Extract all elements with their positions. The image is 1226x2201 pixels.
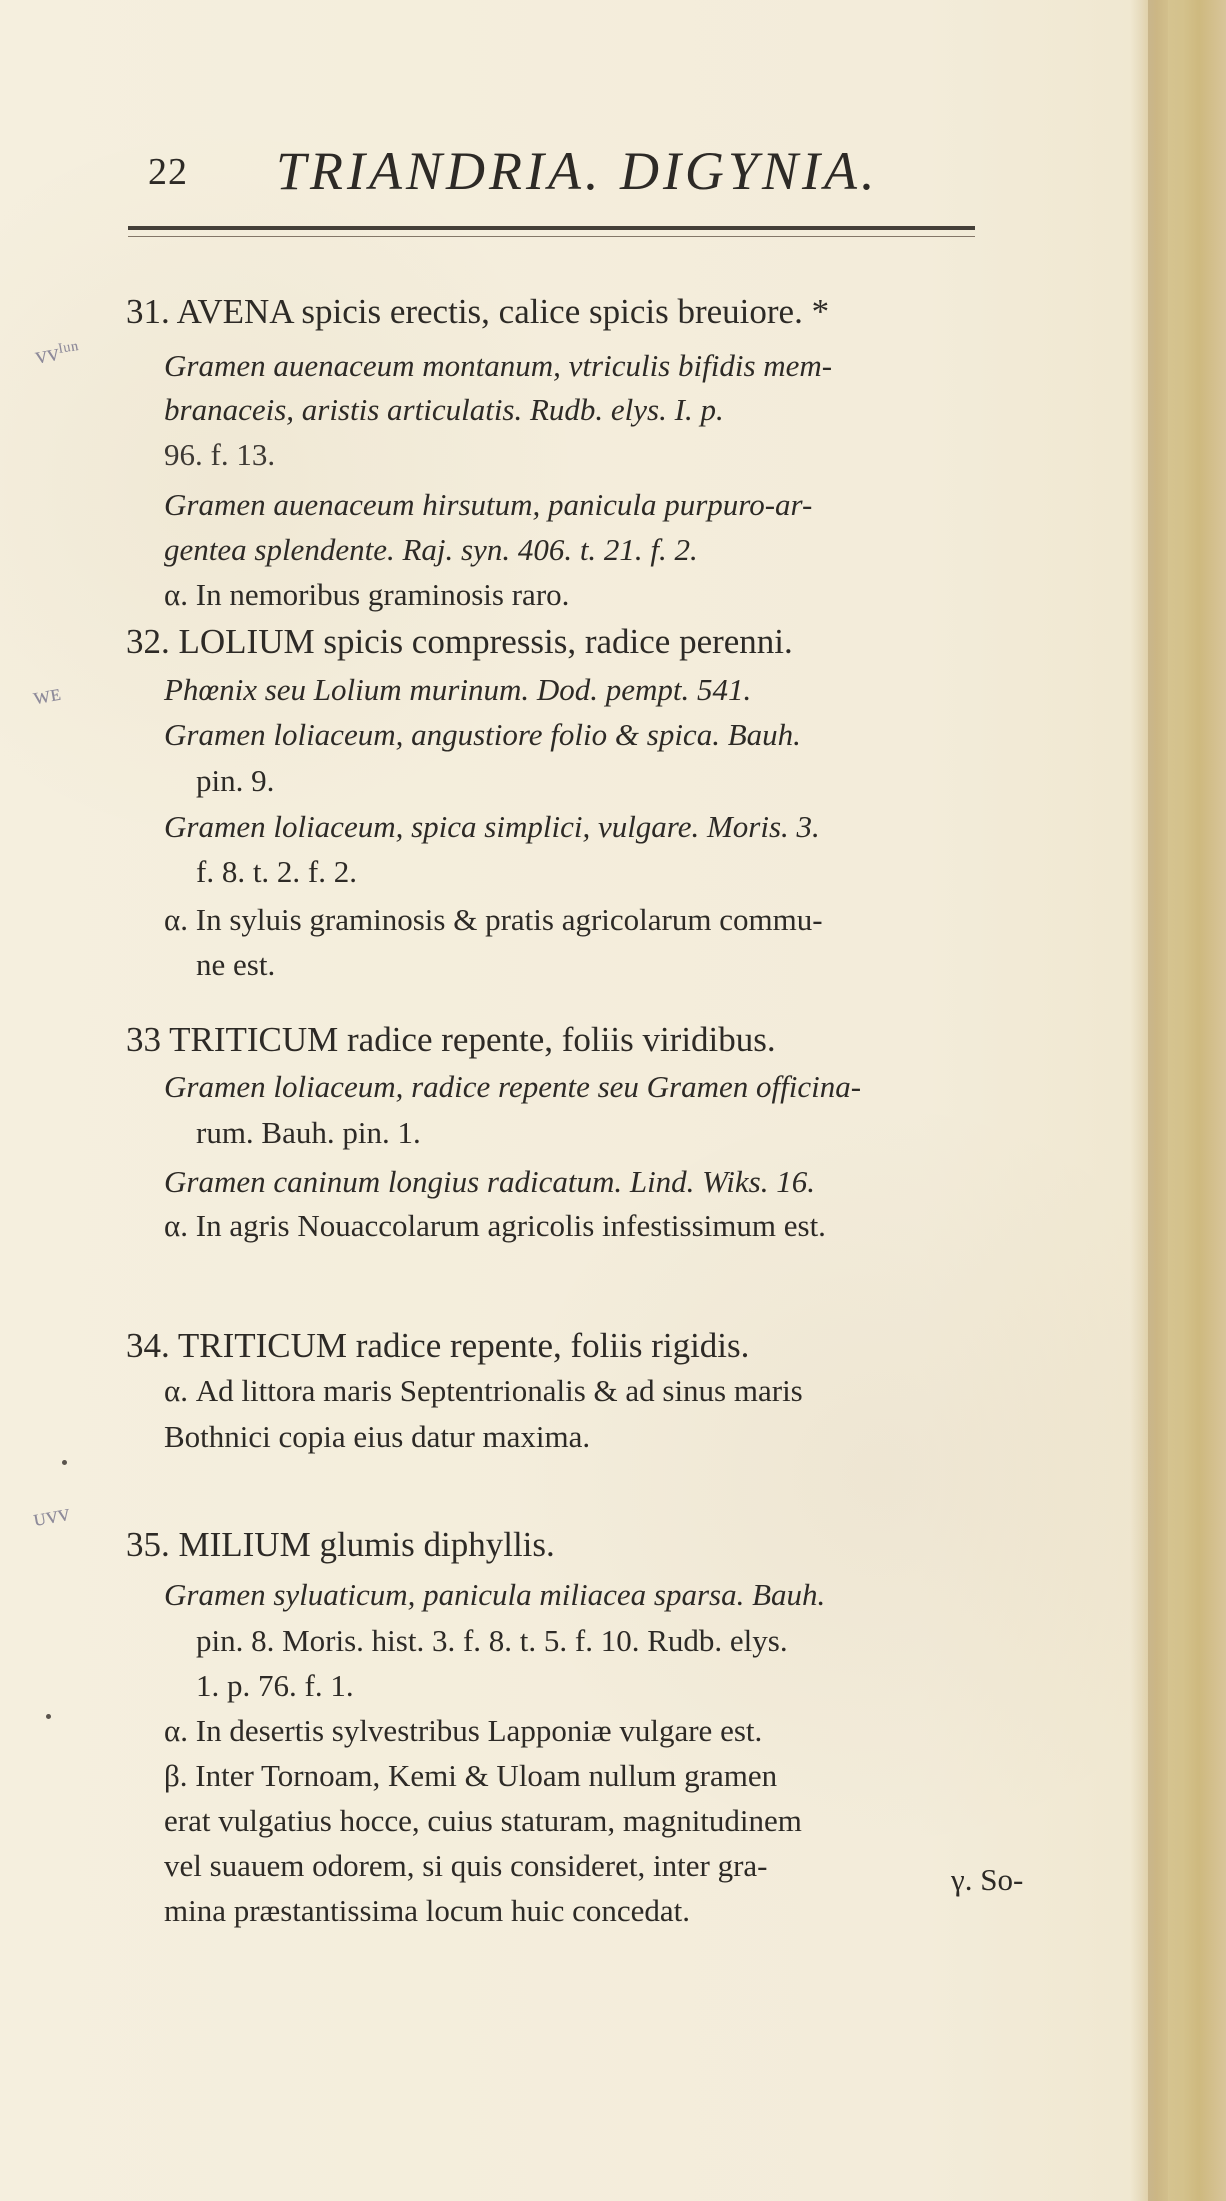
entry-32-line-3: Gramen loliaceum, angustiore folio & spica. Bauh. <box>164 717 801 752</box>
margin-dot-2 <box>46 1714 51 1719</box>
entry-31-line-6: gentea splendente. Raj. syn. 406. t. 21. f. 2. <box>164 532 698 567</box>
entry-32-line-2: Phœnix seu Lolium murinum. Dod. pempt. 541. <box>164 672 752 707</box>
entry-33-line-3: rum. Bauh. pin. 1. <box>196 1115 421 1150</box>
entry-35-line-2: Gramen syluaticum, panicula miliacea sparsa. Bauh. <box>164 1577 826 1612</box>
entry-33-line-4: Gramen caninum longius radicatum. Lind. Wiks. 16. <box>164 1164 815 1199</box>
entry-32-line-4: pin. 9. <box>196 763 275 798</box>
entry-34-line-2: α. Ad littora maris Septentrionalis & ad sinus maris <box>164 1373 803 1408</box>
running-title: TRIANDRIA. DIGYNIA. <box>276 141 879 201</box>
margin-note-2: ᴡᴇ <box>30 679 63 711</box>
entry-35-line-3: pin. 8. Moris. hist. 3. f. 8. t. 5. f. 10. Rudb. elys. <box>196 1623 788 1658</box>
entry-32-line-7: α. In syluis graminosis & pratis agricolarum commu- <box>164 902 823 937</box>
entry-31-line-5: Gramen auenaceum hirsutum, panicula purpuro-ar- <box>164 487 813 522</box>
entry-32-line-8: ne est. <box>196 947 276 982</box>
catchword: γ. So- <box>951 1862 1024 1897</box>
margin-note-1: ᴠᴠᴵᵘⁿ <box>32 336 82 370</box>
entry-35-line-6: β. Inter Tornoam, Kemi & Uloam nullum gramen <box>164 1758 778 1793</box>
entry-35-line-8: vel suauem odorem, si quis consideret, inter gra- <box>164 1848 768 1883</box>
entry-34-line-3: Bothnici copia eius datur maxima. <box>164 1419 591 1454</box>
page-edge <box>1130 0 1226 2201</box>
entry-35-line-1: 35. MILIUM glumis diphyllis. <box>126 1525 555 1564</box>
entry-32-line-6: f. 8. t. 2. f. 2. <box>196 854 358 889</box>
entry-32-line-1: 32. LOLIUM spicis compressis, radice perenni. <box>126 622 793 661</box>
entry-34-line-1: 34. TRITICUM radice repente, foliis rigidis. <box>126 1326 750 1365</box>
entry-31-line-1: 31. AVENA spicis erectis, calice spicis breuiore. * <box>126 292 830 331</box>
entry-31-line-4: 96. f. 13. <box>164 437 276 472</box>
entry-31-line-7: α. In nemoribus graminosis raro. <box>164 577 570 612</box>
margin-note-3: ᴜᴠᴠ <box>30 1500 72 1533</box>
entry-35-line-5: α. In desertis sylvestribus Lapponiæ vulgare est. <box>164 1713 763 1748</box>
entry-31-line-3: branaceis, aristis articulatis. Rudb. elys. I. p. <box>164 392 724 427</box>
entry-33-line-1: 33 TRITICUM radice repente, foliis viridibus. <box>126 1020 776 1059</box>
margin-dot-1 <box>62 1460 67 1465</box>
entry-35-line-4: 1. p. 76. f. 1. <box>196 1668 354 1703</box>
page-number: 22 <box>148 151 188 193</box>
entry-33-line-5: α. In agris Nouaccolarum agricolis infestissimum est. <box>164 1208 826 1243</box>
header-rule <box>128 226 975 237</box>
page-header <box>148 140 1008 200</box>
entry-35-line-7: erat vulgatius hocce, cuius staturam, magnitudinem <box>164 1803 802 1838</box>
entry-35-line-9: mina præstantissima locum huic concedat. <box>164 1893 691 1928</box>
entry-31-line-2: Gramen auenaceum montanum, vtriculis bifidis mem- <box>164 348 833 383</box>
entry-32-line-5: Gramen loliaceum, spica simplici, vulgare. Moris. 3. <box>164 809 820 844</box>
entry-33-line-2: Gramen loliaceum, radice repente seu Gramen officina- <box>164 1069 862 1104</box>
